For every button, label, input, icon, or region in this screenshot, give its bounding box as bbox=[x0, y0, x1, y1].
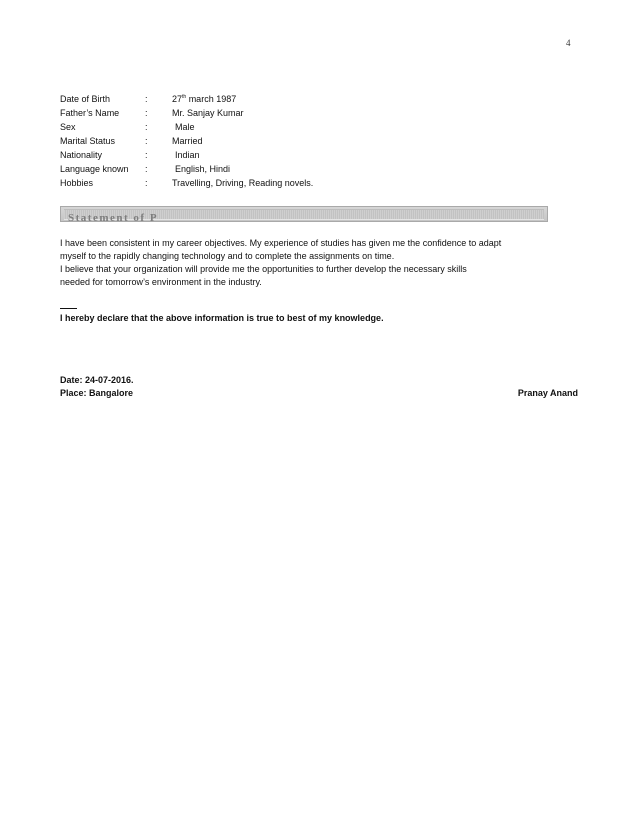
dob-month-year: march 1987 bbox=[186, 94, 237, 104]
signature-name: Pranay Anand bbox=[517, 388, 578, 398]
detail-label: Marital Status bbox=[60, 136, 116, 146]
detail-label: Hobbies bbox=[60, 178, 94, 188]
statement-line: myself to the rapidly changing technology and to complete the assignments on time. bbox=[60, 251, 395, 261]
statement-line: needed for tomorrow’s environment in the industry. bbox=[60, 277, 262, 287]
dob-ordinal: th bbox=[182, 94, 187, 100]
detail-value: Male bbox=[175, 122, 195, 132]
detail-value: Travelling, Driving, Reading novels. bbox=[172, 178, 314, 188]
statement-line: I have been consistent in my career objectives. My experience of studies has given me the confidence to adapt bbox=[60, 238, 502, 248]
detail-label: Language known bbox=[60, 164, 129, 174]
detail-value: English, Hindi bbox=[175, 164, 231, 174]
page-number: 4 bbox=[566, 38, 571, 48]
detail-label: Father’s Name bbox=[60, 108, 120, 118]
detail-label: Nationality bbox=[60, 150, 103, 160]
detail-colon: : bbox=[145, 94, 148, 104]
detail-label: Date of Birth bbox=[60, 94, 111, 104]
detail-value-dob bbox=[172, 92, 236, 106]
detail-colon: : bbox=[145, 178, 148, 188]
date-line: Date: 24-07-2016. bbox=[60, 375, 134, 385]
place-line: Place: Bangalore bbox=[60, 388, 134, 398]
detail-colon: : bbox=[145, 164, 148, 174]
dob-day: 27 bbox=[172, 94, 183, 104]
declaration-text: I hereby declare that the above information is true to best of my knowledge. bbox=[60, 313, 384, 323]
detail-colon: : bbox=[145, 108, 148, 118]
detail-colon: : bbox=[145, 136, 148, 146]
statement-line: I believe that your organization will provide me the opportunities to further develop the necessary skills bbox=[60, 264, 467, 274]
section-heading-bar bbox=[60, 206, 548, 222]
detail-colon: : bbox=[145, 122, 148, 132]
detail-value: Indian bbox=[175, 150, 200, 160]
detail-value: Married bbox=[172, 136, 203, 146]
section-heading: Statement of P bbox=[68, 212, 159, 222]
detail-colon: : bbox=[145, 150, 148, 160]
statement-paragraph bbox=[60, 237, 590, 289]
detail-label: Sex bbox=[60, 122, 76, 132]
detail-value: Mr. Sanjay Kumar bbox=[172, 108, 244, 118]
short-rule bbox=[60, 308, 77, 309]
